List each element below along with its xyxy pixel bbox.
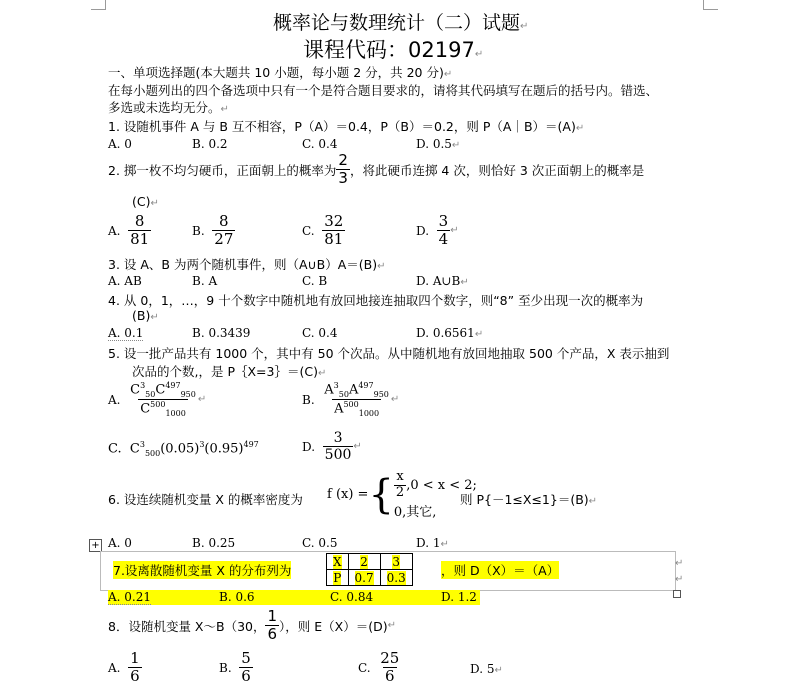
question-7: 7.设离散随机变量 X 的分布列为 [113, 563, 292, 578]
q2-option-a: A. $\frac{8}{81}$ [108, 212, 150, 249]
q6-stem-end: 则 P{－1≤X≤1}＝(B)↵ [460, 492, 598, 507]
q5-option-c: C. $C^3_{500}(0.05)^3(0.95)^{497}$ [108, 440, 259, 458]
q5-option-a: A. $\frac{C^3_{50}C^{497}_{950}}{C^{500}_{1000}}$ ↵ [108, 381, 207, 419]
section-instruction-line2: 多选或未选均无分。↵ [108, 100, 229, 115]
q1-option-b: B. 0.2 [192, 137, 228, 151]
q5-option-d: D. $\frac{3}{500}$ ↵ [302, 430, 362, 464]
q1-option-a: A. 0 [108, 137, 132, 151]
q8-probability-fraction: $\frac{1}{6}$ [267, 607, 278, 644]
q7-cell-x1: 2 [348, 554, 380, 570]
q1-option-c: C. 0.4 [302, 137, 338, 151]
q7-cell-x-label: X [327, 554, 349, 570]
q7-cell-p2: 0.3 [380, 570, 412, 586]
q2-option-c: C. $\frac{32}{81}$ [302, 212, 344, 249]
q6-left-brace: { [368, 471, 394, 518]
q6-option-b: B. 0.25 [192, 536, 236, 550]
q2-answer: (C)↵ [132, 194, 159, 209]
q4-option-b: B. 0.3439 [192, 326, 251, 340]
q3-option-c: C. B [302, 274, 328, 288]
question-5-line1: 5. 设一批产品共有 1000 个，其中有 50 个次品。从中随机地有放回地抽取 500 个产品，X 表示抽到 [108, 346, 670, 361]
q7-option-d: D. 1.2 [441, 590, 477, 604]
question-2: 2. 掷一枚不均匀硬币，正面朝上的概率为 $\frac{2}{3}$ ，将此硬币连掷 4 次，则恰好 3 次正面朝上的概率是 [108, 151, 645, 188]
question-3: 3. 设 A、B 为两个随机事件，则（A∪B）A＝(B)↵ [108, 257, 386, 272]
q8-option-b: B. $\frac{5}{6}$ [219, 649, 251, 686]
q8-option-c: C. $\frac{25}{6}$ [358, 649, 400, 686]
question-4: 4. 从 0，1，…，9 十个数字中随机地有放回地接连抽取四个数字，则“8” 至少出现一次的概率为 [108, 293, 644, 308]
q3-option-d: D. A∪B↵ [416, 274, 469, 288]
section-instruction-line1: 在每小题列出的四个备选项中只有一个是符合题目要求的，请将其代码填写在题后的括号内。错选、 [108, 83, 659, 98]
q7-stem-end: ，则 D（X）＝（A） [441, 563, 560, 578]
q7-option-a: A. 0.21 [108, 590, 152, 604]
question-1: 1. 设随机事件 A 与 B 互不相容，P（A）＝0.4，P（B）＝0.2，则 P（A｜B）＝(A)↵ [108, 119, 585, 134]
q7-cell-p1: 0.7 [348, 570, 380, 586]
exam-title: 概率论与数理统计（二）试题↵ [273, 12, 529, 34]
q7-cell-x2: 3 [380, 554, 412, 570]
q8-option-d: D. 5↵ [470, 662, 503, 676]
q2-option-b: B. $\frac{8}{27}$ [192, 212, 234, 249]
q7-cell-p-label: P [327, 570, 349, 586]
q4-option-a: A. 0.1 [108, 326, 144, 340]
table-resize-handle[interactable] [673, 590, 681, 598]
crop-mark-top-right [703, 0, 718, 10]
q7-option-c: C. 0.84 [330, 590, 374, 604]
q4-answer: (B)↵ [132, 308, 159, 323]
q3-option-b: B. A [192, 274, 218, 288]
table-move-handle[interactable]: + [89, 539, 102, 552]
q2-probability-fraction: $\frac{2}{3}$ [338, 151, 348, 188]
course-code: 课程代码：02197↵ [303, 38, 484, 62]
q6-option-c: C. 0.5 [302, 536, 338, 550]
q7-options-highlight [108, 590, 480, 605]
q6-option-a: A. 0 [108, 536, 132, 550]
crop-mark-top-left [91, 0, 106, 10]
question-8: 8．设随机变量 X～B（30， $\frac{1}{6}$ ），则 E（X）＝(D) ↵ [108, 607, 396, 644]
q5-option-b: B. $\frac{A^3_{50}A^{497}_{950}}{A^{500}_{1000}}$ ↵ [302, 381, 400, 419]
q3-option-a: A. AB [108, 274, 142, 288]
q4-option-c: C. 0.4 [302, 326, 338, 340]
q4-option-d: D. 0.6561↵ [416, 326, 484, 340]
q2-option-d: D. $\frac{3}{4}$ ↵ [416, 212, 459, 249]
q8-option-a: A. $\frac{1}{6}$ [108, 649, 140, 686]
question-6: 6. 设连续随机变量 X 的概率密度为 [108, 492, 303, 507]
section-heading: 一、单项选择题(本大题共 10 小题，每小题 2 分，共 20 分)↵ [108, 65, 453, 80]
q6-density-function: f (x) = { $\frac{x}{2}$ ,0 < x < 2; 0,其它, [327, 469, 477, 520]
q7-option-b: B. 0.6 [219, 590, 255, 604]
q1-option-d: D. 0.5↵ [416, 137, 461, 151]
q6-option-d: D. 1↵ [416, 536, 449, 550]
q7-distribution-table [326, 553, 413, 586]
question-5-line2: 次品的个数,，是 P｛X=3｝＝(C)↵ [132, 364, 327, 379]
